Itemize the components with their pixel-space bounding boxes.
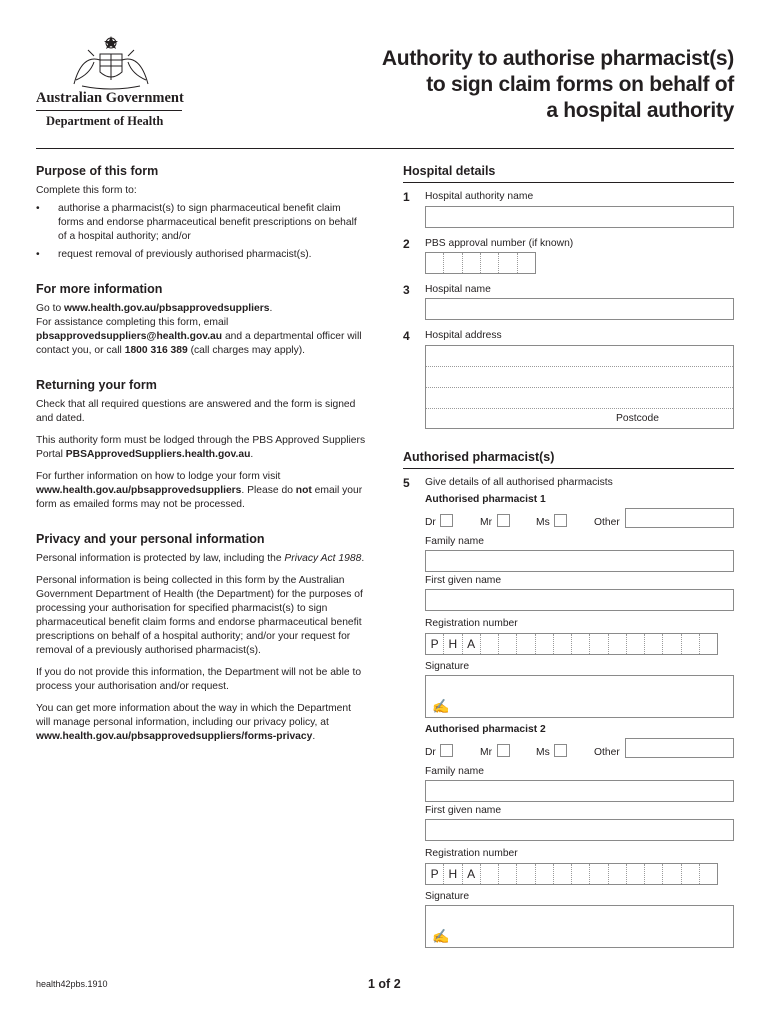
- title-other-input[interactable]: [625, 738, 734, 758]
- pharmacist-1-heading: Authorised pharmacist 1: [425, 494, 546, 505]
- more-info-section: [36, 282, 368, 358]
- paragraph: Personal information is being collected in this form by the Australian Government Department of Health (the Department) for the purposes of processing your authorisation for specified pharmacist(s) to sign pharmaceutical benefit claim forms and endorse pharmaceutical benefit prescriptions on behalf of a hospital authority; and/or your request for removal of a previously authorised pharmacist(s).: [36, 575, 363, 656]
- list-item: • authorise a pharmacist(s) to sign pharmaceutical benefit claim forms and endorse pharmaceutical benefit prescriptions on behalf of a hospital authority; and/or: [36, 202, 368, 244]
- registration-number-input[interactable]: [425, 633, 718, 655]
- signature-label: Signature: [425, 891, 470, 902]
- department-name: Department of Health: [46, 114, 164, 128]
- title-line: Authority to authorise pharmacist(s): [381, 47, 734, 70]
- left-column: [36, 164, 368, 758]
- signature-pen-icon: ✍: [432, 698, 450, 714]
- link-url[interactable]: www.health.gov.au/pbsapprovedsuppliers: [36, 485, 242, 496]
- title-ms-checkbox[interactable]: [554, 744, 567, 757]
- email-link[interactable]: pbsapprovedsuppliers@health.gov.au: [36, 331, 223, 342]
- paragraph: [36, 434, 368, 462]
- title-other-label: Other: [594, 747, 620, 758]
- reg-prefix-char: A: [463, 634, 481, 654]
- text: .: [312, 731, 316, 742]
- title-ms-label: Ms: [536, 747, 550, 758]
- divider: [36, 148, 734, 149]
- family-name-label: Family name: [425, 766, 484, 777]
- text: (call charges may apply).: [187, 345, 306, 356]
- question-number: 4: [403, 329, 410, 343]
- text: Personal information is protected by law, including the: [36, 553, 285, 564]
- title-dr-label: Dr: [425, 517, 436, 528]
- signature-pen-icon: ✍: [432, 928, 450, 944]
- title-ms-checkbox[interactable]: [554, 514, 567, 527]
- hospital-address-input[interactable]: [425, 345, 734, 429]
- text: Go to: [36, 303, 65, 314]
- form-code: health42pbs.1910: [36, 979, 108, 989]
- title-mr-label: Mr: [480, 517, 493, 528]
- section-heading: Privacy and your personal information: [36, 532, 265, 546]
- first-name-input[interactable]: [425, 589, 734, 611]
- title-line: a hospital authority: [546, 99, 734, 122]
- question-number: 2: [403, 237, 410, 251]
- family-name-input[interactable]: [425, 550, 734, 572]
- text: and a departmental officer will contact you, or call: [36, 331, 362, 356]
- question-label: Hospital name: [425, 284, 491, 295]
- title-dr-checkbox[interactable]: [440, 514, 453, 527]
- hospital-authority-name-input[interactable]: [425, 206, 734, 228]
- section-heading: Returning your form: [36, 378, 157, 392]
- pbs-approval-number-input[interactable]: [425, 252, 536, 274]
- returning-section: [36, 378, 368, 512]
- question-label: Hospital address: [425, 330, 502, 341]
- question-label: PBS approval number (if known): [425, 238, 574, 249]
- text: .: [250, 449, 254, 460]
- section-heading: Authorised pharmacist(s): [403, 450, 555, 464]
- title-dr-label: Dr: [425, 747, 436, 758]
- title-dr-checkbox[interactable]: [440, 744, 453, 757]
- paragraph: [36, 552, 368, 566]
- text: .: [269, 303, 273, 314]
- text: For assistance completing this form, email: [36, 317, 229, 328]
- question-label: Give details of all authorised pharmacists: [425, 477, 613, 488]
- question-number: 5: [403, 476, 410, 490]
- link-url[interactable]: www.health.gov.au/pbsapprovedsuppliers: [64, 303, 270, 314]
- list-item: • request removal of previously authorised pharmacist(s).: [36, 248, 368, 262]
- question-label: Hospital authority name: [425, 191, 534, 202]
- bullet-list: [36, 202, 368, 262]
- title-mr-label: Mr: [480, 747, 493, 758]
- text: This authority form must be lodged through the PBS Approved Suppliers Portal: [36, 435, 366, 460]
- postcode-label: Postcode: [616, 413, 659, 424]
- paragraph: [36, 302, 368, 316]
- reg-prefix-char: H: [444, 634, 462, 654]
- title-other-label: Other: [594, 517, 620, 528]
- divider: [403, 182, 734, 183]
- section-heading: Purpose of this form: [36, 164, 159, 178]
- first-name-input[interactable]: [425, 819, 734, 841]
- privacy-link[interactable]: www.health.gov.au/pbsapprovedsuppliers/forms-privacy: [36, 731, 313, 742]
- act-name: Privacy Act 1988: [284, 553, 362, 564]
- government-name: Australian Government: [36, 90, 184, 106]
- reg-prefix-char: P: [426, 634, 444, 654]
- paragraph: Check that all required questions are answered and the form is signed and dated.: [36, 399, 356, 424]
- purpose-section: [36, 164, 368, 262]
- paragraph: If you do not provide this information, the Department will not be able to process your authorisation and/or request.: [36, 667, 362, 692]
- text: .: [361, 553, 365, 564]
- family-name-label: Family name: [425, 536, 484, 547]
- section-heading: For more information: [36, 282, 163, 296]
- paragraph: Complete this form to:: [36, 185, 137, 196]
- signature-box[interactable]: [425, 675, 734, 718]
- text: . Please do: [241, 485, 296, 496]
- signature-label: Signature: [425, 661, 470, 672]
- phone-number: 1800 316 389: [124, 345, 188, 356]
- portal-link[interactable]: PBSApprovedSuppliers.health.gov.au: [65, 449, 251, 460]
- title-mr-checkbox[interactable]: [497, 744, 510, 757]
- page-number: 1 of 2: [368, 977, 401, 991]
- emphasis: not: [295, 485, 312, 496]
- paragraph: [36, 702, 368, 744]
- reg-prefix-char: H: [444, 864, 462, 884]
- title-line: to sign claim forms on behalf of: [426, 73, 734, 96]
- title-mr-checkbox[interactable]: [497, 514, 510, 527]
- section-heading: Hospital details: [403, 164, 496, 178]
- signature-box[interactable]: [425, 905, 734, 948]
- question-number: 3: [403, 283, 410, 297]
- reg-prefix-char: A: [463, 864, 481, 884]
- pharmacist-2-heading: Authorised pharmacist 2: [425, 724, 546, 735]
- reg-prefix-char: P: [426, 864, 444, 884]
- privacy-section: [36, 532, 368, 744]
- registration-number-label: Registration number: [425, 618, 518, 629]
- first-name-label: First given name: [425, 805, 502, 816]
- divider: [403, 468, 734, 469]
- paragraph: [36, 470, 368, 512]
- registration-number-input[interactable]: [425, 863, 718, 885]
- first-name-label: First given name: [425, 575, 502, 586]
- text: You can get more information about the way in which the Department will manage personal information, including our privacy policy, at: [36, 703, 352, 728]
- divider: [36, 110, 182, 111]
- paragraph: [36, 316, 368, 358]
- page-title: [314, 46, 734, 124]
- family-name-input[interactable]: [425, 780, 734, 802]
- question-number: 1: [403, 190, 410, 204]
- registration-number-label: Registration number: [425, 848, 518, 859]
- hospital-name-input[interactable]: [425, 298, 734, 320]
- title-ms-label: Ms: [536, 517, 550, 528]
- text: For further information on how to lodge your form visit: [36, 471, 281, 482]
- title-other-input[interactable]: [625, 508, 734, 528]
- text: email your form as emailed forms may not be processed.: [36, 485, 363, 510]
